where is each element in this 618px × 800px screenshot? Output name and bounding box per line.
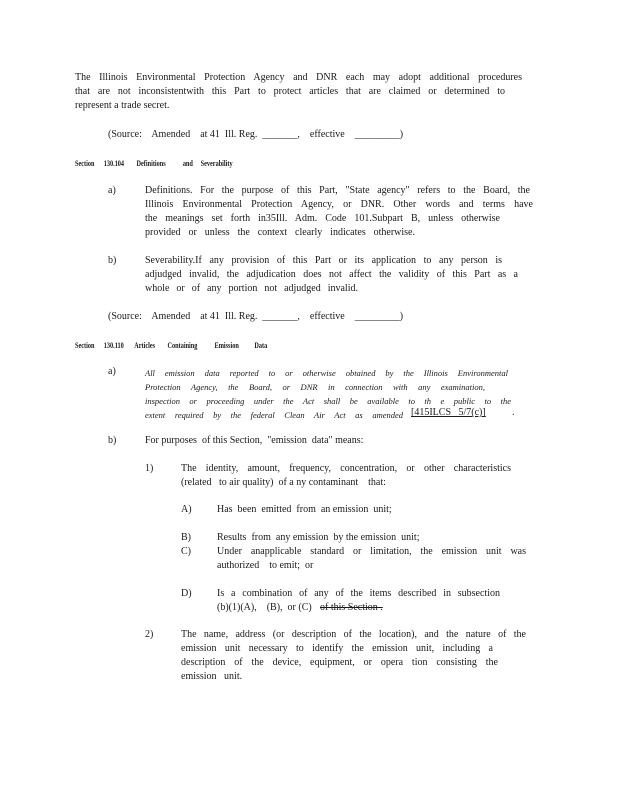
name-address-line-4: emission unit. xyxy=(181,671,243,682)
severability-line-2: adjudged invalid, the adjudication does not affect the validity of this Part as a xyxy=(145,269,518,280)
citation-period: . xyxy=(512,407,515,418)
item-label: B) xyxy=(181,532,191,543)
subitem-b-text: Results from any emission by the emission unit; xyxy=(217,532,420,543)
emission-data-line-2: Protection Agency, the Board, or DNR in connection with any examination, xyxy=(145,382,485,392)
source-note: (Source: Amended at 41 Ill. Reg. _______, effective _________) xyxy=(108,311,404,322)
intro-line-2: that are not inconsistentwith this Part to protect articles that are claimed or determined to xyxy=(75,86,505,97)
item-label: C) xyxy=(181,546,191,557)
subitem-d-line-2: (b)(1)(A), (B), or (C) xyxy=(217,602,312,613)
identity-line-1: The identity, amount, frequency, concentration, or other characteristics xyxy=(181,463,511,474)
severability-line-3: whole or of any portion not adjudged invalid. xyxy=(145,283,358,294)
item-label: b) xyxy=(108,435,117,446)
name-address-line-1: The name, address (or description of the location), and the nature of the xyxy=(181,629,526,640)
subitem-c-line-1: Under anapplicable standard or limitation, the emission unit was xyxy=(217,546,526,557)
purposes-line: For purposes of this Section, "emission data" means: xyxy=(145,435,364,446)
struck-text: of this Section . xyxy=(320,602,383,613)
subitem-a-text: Has been emitted from an emission unit; xyxy=(217,504,392,515)
subitem-c-line-2: authorized to emit; or xyxy=(217,560,314,571)
item-label: a) xyxy=(108,185,116,196)
name-address-line-2: emission unit necessary to identify the emission unit, including a xyxy=(181,643,493,654)
item-label: A) xyxy=(181,504,192,515)
intro-line-1: The Illinois Environmental Protection Agency and DNR each may adopt additional procedures xyxy=(75,72,522,83)
emission-data-line-3: inspection or proceeding under the Act shall be available to th e public to the xyxy=(145,396,511,406)
source-note: (Source: Amended at 41 Ill. Reg. _______, effective _________) xyxy=(108,129,404,140)
emission-data-line-4: extent required by the federal Clean Air Act as amended xyxy=(145,410,403,420)
name-address-line-3: description of the device, equipment, or opera tion consisting the xyxy=(181,657,498,668)
definitions-line-4: provided or unless the context clearly indicates otherwise. xyxy=(145,227,415,238)
severability-line-1: Severability.If any provision of this Part or its application to any person is xyxy=(145,255,502,266)
identity-line-2: (related to air quality) of a ny contaminant that: xyxy=(181,477,386,488)
definitions-line-2: Illinois Environmental Protection Agency, or DNR. Other words and terms have xyxy=(145,199,533,210)
item-label: a) xyxy=(108,366,116,377)
emission-data-line-1: All emission data reported to or otherwise obtained by the Illinois Environmental xyxy=(145,368,508,378)
intro-line-3: represent a trade secret. xyxy=(75,100,170,111)
item-label: 2) xyxy=(145,629,154,640)
item-label: 1) xyxy=(145,463,154,474)
definitions-line-3: the meanings set forth in35Ill. Adm. Code 101.Subpart B, unless otherwise xyxy=(145,213,500,224)
item-label: b) xyxy=(108,255,117,266)
item-label: D) xyxy=(181,588,192,599)
definitions-line-1: Definitions. For the purpose of this Part, "State agency" refers to the Board, the xyxy=(145,185,530,196)
section-heading: Section 130.104 Definitions and Severability xyxy=(75,159,233,168)
statute-citation: [415ILCS 5/7(c)] xyxy=(411,407,486,418)
subitem-d-line-1: Is a combination of any of the items described in subsection xyxy=(217,588,500,599)
section-heading: Section 130.110 Articles Containing Emission Data xyxy=(75,341,268,350)
